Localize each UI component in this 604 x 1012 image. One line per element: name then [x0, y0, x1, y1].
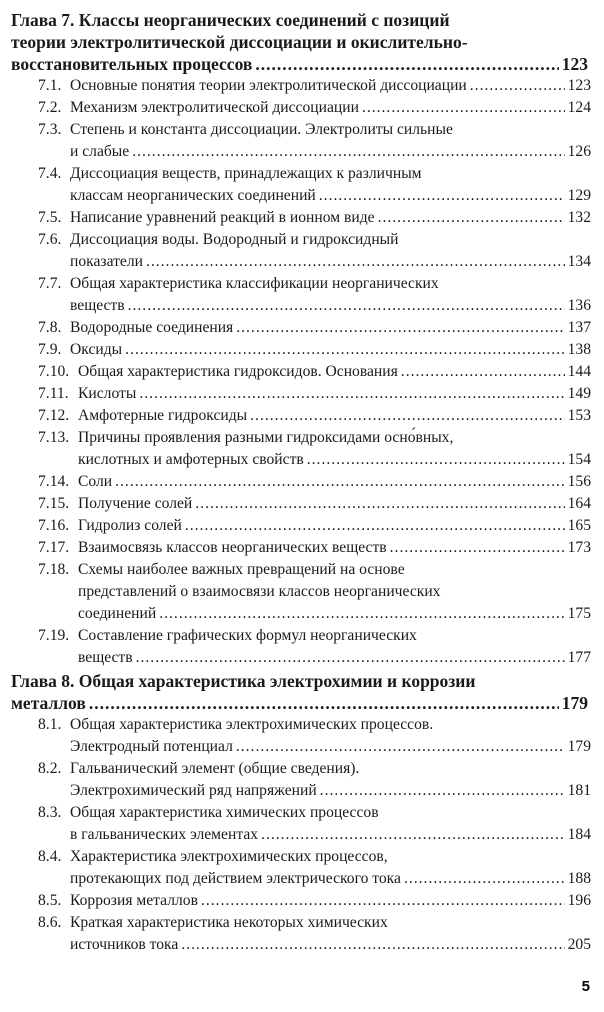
section-number: 7.8. — [38, 319, 62, 336]
section-title-line: Составление графических формул неорганических — [78, 627, 417, 644]
section-title-line: Электродный потенциал — [70, 738, 233, 755]
section-number: 8.4. — [38, 848, 62, 865]
toc-entry — [38, 493, 591, 515]
section-page-number: 164 — [567, 495, 591, 512]
section-page-number: 137 — [567, 319, 591, 336]
dot-leader — [390, 537, 565, 559]
section-title-line: Краткая характеристика некоторых химических — [70, 914, 388, 931]
section-number: 7.1. — [38, 77, 62, 94]
section-page-number: 196 — [567, 892, 591, 909]
dot-leader — [128, 295, 565, 317]
section-number: 7.3. — [38, 121, 62, 138]
toc-entry — [38, 758, 591, 802]
section-page-number: 165 — [567, 517, 591, 534]
dot-leader — [236, 317, 564, 339]
section-title-line: Кислоты — [78, 385, 137, 402]
section-title-line: веществ — [78, 649, 133, 666]
toc-entry — [38, 890, 591, 912]
chapter-title-line: теории электролитической диссоциации и окислительно- — [11, 32, 468, 52]
section-number: 8.2. — [38, 760, 62, 777]
dot-leader — [261, 824, 565, 846]
section-number: 7.6. — [38, 231, 62, 248]
section-title-line: представлений о взаимосвязи классов неорганических — [78, 583, 441, 600]
section-number: 7.2. — [38, 99, 62, 116]
toc-entry — [38, 75, 591, 97]
dot-leader — [250, 405, 564, 427]
section-number: 8.6. — [38, 914, 62, 931]
section-title-line: показатели — [70, 253, 143, 270]
toc-entry — [38, 802, 591, 846]
section-title-line: Оксиды — [70, 341, 123, 358]
section-page-number: 132 — [567, 209, 591, 226]
section-title-line: Взаимосвязь классов неорганических веществ — [78, 539, 387, 556]
section-page-number: 179 — [567, 738, 591, 755]
chapter-title-line: восстановительных процессов — [11, 54, 253, 74]
chapter-heading — [11, 670, 588, 714]
section-page-number: 205 — [567, 936, 591, 953]
toc-entry — [38, 625, 591, 669]
section-title-line: Общая характеристика электрохимических процессов. — [70, 716, 434, 733]
section-number: 7.4. — [38, 165, 62, 182]
dot-leader — [159, 603, 564, 625]
dot-leader — [401, 361, 565, 383]
toc-entry — [38, 559, 591, 625]
section-number: 7.14. — [38, 473, 70, 490]
section-title-line: Основные понятия теории электролитической диссоциации — [70, 77, 467, 94]
section-page-number: 134 — [567, 253, 591, 270]
chapter-page-number: 179 — [561, 693, 588, 713]
section-number: 8.1. — [38, 716, 62, 733]
section-page-number: 181 — [567, 782, 591, 799]
toc-entry — [38, 515, 591, 537]
section-number: 7.16. — [38, 517, 70, 534]
toc-entry — [38, 912, 591, 956]
toc-entry — [38, 273, 591, 317]
dot-leader — [195, 493, 564, 515]
section-number: 8.5. — [38, 892, 62, 909]
dot-leader — [185, 515, 565, 537]
section-number: 7.10. — [38, 363, 70, 380]
dot-leader — [470, 75, 565, 97]
toc-entry — [38, 229, 591, 273]
toc-entry — [38, 361, 591, 383]
section-title-line: Характеристика электрохимических процессов, — [70, 848, 388, 865]
section-number: 8.3. — [38, 804, 62, 821]
section-title-line: Соли — [78, 473, 113, 490]
section-page-number: 177 — [567, 649, 591, 666]
section-number: 7.9. — [38, 341, 62, 358]
section-page-number: 126 — [567, 143, 591, 160]
section-title-line: Водородные соединения — [70, 319, 234, 336]
section-title-line: Амфотерные гидроксиды — [78, 407, 248, 424]
dot-leader — [307, 449, 565, 471]
section-page-number: 154 — [567, 451, 591, 468]
section-page-number: 184 — [567, 826, 591, 843]
section-title-line: Общая характеристика химических процессов — [70, 804, 379, 821]
section-title-line: Электрохимический ряд напряжений — [70, 782, 317, 799]
chapter-heading — [11, 9, 588, 75]
section-number: 7.12. — [38, 407, 70, 424]
dot-leader — [362, 97, 565, 119]
section-title-line: Общая характеристика гидроксидов. Основания — [78, 363, 398, 380]
dot-leader — [319, 185, 565, 207]
dot-leader — [146, 251, 565, 273]
dot-leader — [115, 471, 564, 493]
toc-entry — [38, 846, 591, 890]
section-title-line: Диссоциация воды. Водородный и гидроксидный — [70, 231, 399, 248]
section-page-number: 173 — [567, 539, 591, 556]
section-title-line: Механизм электролитической диссоциации — [70, 99, 359, 116]
section-number: 7.19. — [38, 627, 70, 644]
section-number: 7.15. — [38, 495, 70, 512]
section-number: 7.18. — [38, 561, 70, 578]
dot-leader — [236, 736, 565, 758]
section-title-line: Степень и константа диссоциации. Электролиты сильные — [70, 121, 453, 138]
section-title-line: Схемы наиболее важных превращений на основе — [78, 561, 405, 578]
toc-entry — [38, 427, 591, 471]
dot-leader — [255, 53, 558, 75]
dot-leader — [378, 207, 565, 229]
toc-entry — [38, 471, 591, 493]
section-number: 7.11. — [38, 385, 69, 402]
section-number: 7.7. — [38, 275, 62, 292]
section-page-number: 124 — [567, 99, 591, 116]
toc-entry — [38, 163, 591, 207]
dot-leader — [89, 692, 559, 714]
toc-entry — [38, 119, 591, 163]
section-title-line: кислотных и амфотерных свойств — [78, 451, 304, 468]
section-page-number: 149 — [567, 385, 591, 402]
toc-entry — [38, 537, 591, 559]
section-title-line: Получение солей — [78, 495, 193, 512]
chapter-page-number: 123 — [561, 54, 588, 74]
toc-entry — [38, 339, 591, 361]
section-title-line: Гидролиз солей — [78, 517, 182, 534]
toc-entry — [38, 405, 591, 427]
chapter-title-line: металлов — [11, 693, 86, 713]
section-page-number: 156 — [567, 473, 591, 490]
section-title-line: Диссоциация веществ, принадлежащих к различным — [70, 165, 422, 182]
section-number: 7.13. — [38, 429, 70, 446]
section-number: 7.5. — [38, 209, 62, 226]
section-page-number: 129 — [567, 187, 591, 204]
chapter-title-line: Глава 7. Классы неорганических соединений с позиций — [11, 10, 450, 30]
toc-entry — [38, 383, 591, 405]
section-title-line: Гальванический элемент (общие сведения). — [70, 760, 360, 777]
section-page-number: 153 — [567, 407, 591, 424]
page-number: 5 — [581, 978, 590, 995]
section-title-line: Написание уравнений реакций в ионном виде — [70, 209, 375, 226]
toc-entry — [38, 97, 591, 119]
section-title-line: классам неорганических соединений — [70, 187, 316, 204]
dot-leader — [404, 868, 565, 890]
section-number: 7.17. — [38, 539, 70, 556]
section-title-line: в гальванических элементах — [70, 826, 259, 843]
section-title-line: источников тока — [70, 936, 179, 953]
dot-leader — [201, 890, 565, 912]
toc-entry — [38, 714, 591, 758]
dot-leader — [136, 647, 565, 669]
dot-leader — [132, 141, 564, 163]
section-page-number: 175 — [567, 605, 591, 622]
dot-leader — [181, 934, 564, 956]
chapter-title-line: Глава 8. Общая характеристика электрохимии и коррозии — [11, 671, 476, 691]
section-page-number: 144 — [567, 363, 591, 380]
section-title-line: соединений — [78, 605, 157, 622]
toc-entry — [38, 317, 591, 339]
section-title-line: и слабые — [70, 143, 130, 160]
toc-entry — [38, 207, 591, 229]
dot-leader — [320, 780, 565, 802]
section-title-line: Общая характеристика классификации неорганических — [70, 275, 439, 292]
section-page-number: 188 — [567, 870, 591, 887]
section-title-line: Причины проявления разными гидроксидами осно́вных, — [78, 429, 454, 446]
section-page-number: 123 — [567, 77, 591, 94]
section-title-line: веществ — [70, 297, 125, 314]
section-title-line: протекающих под действием электрического тока — [70, 870, 401, 887]
section-page-number: 138 — [567, 341, 591, 358]
section-title-line: Коррозия металлов — [70, 892, 198, 909]
section-page-number: 136 — [567, 297, 591, 314]
dot-leader — [139, 383, 564, 405]
dot-leader — [125, 339, 564, 361]
